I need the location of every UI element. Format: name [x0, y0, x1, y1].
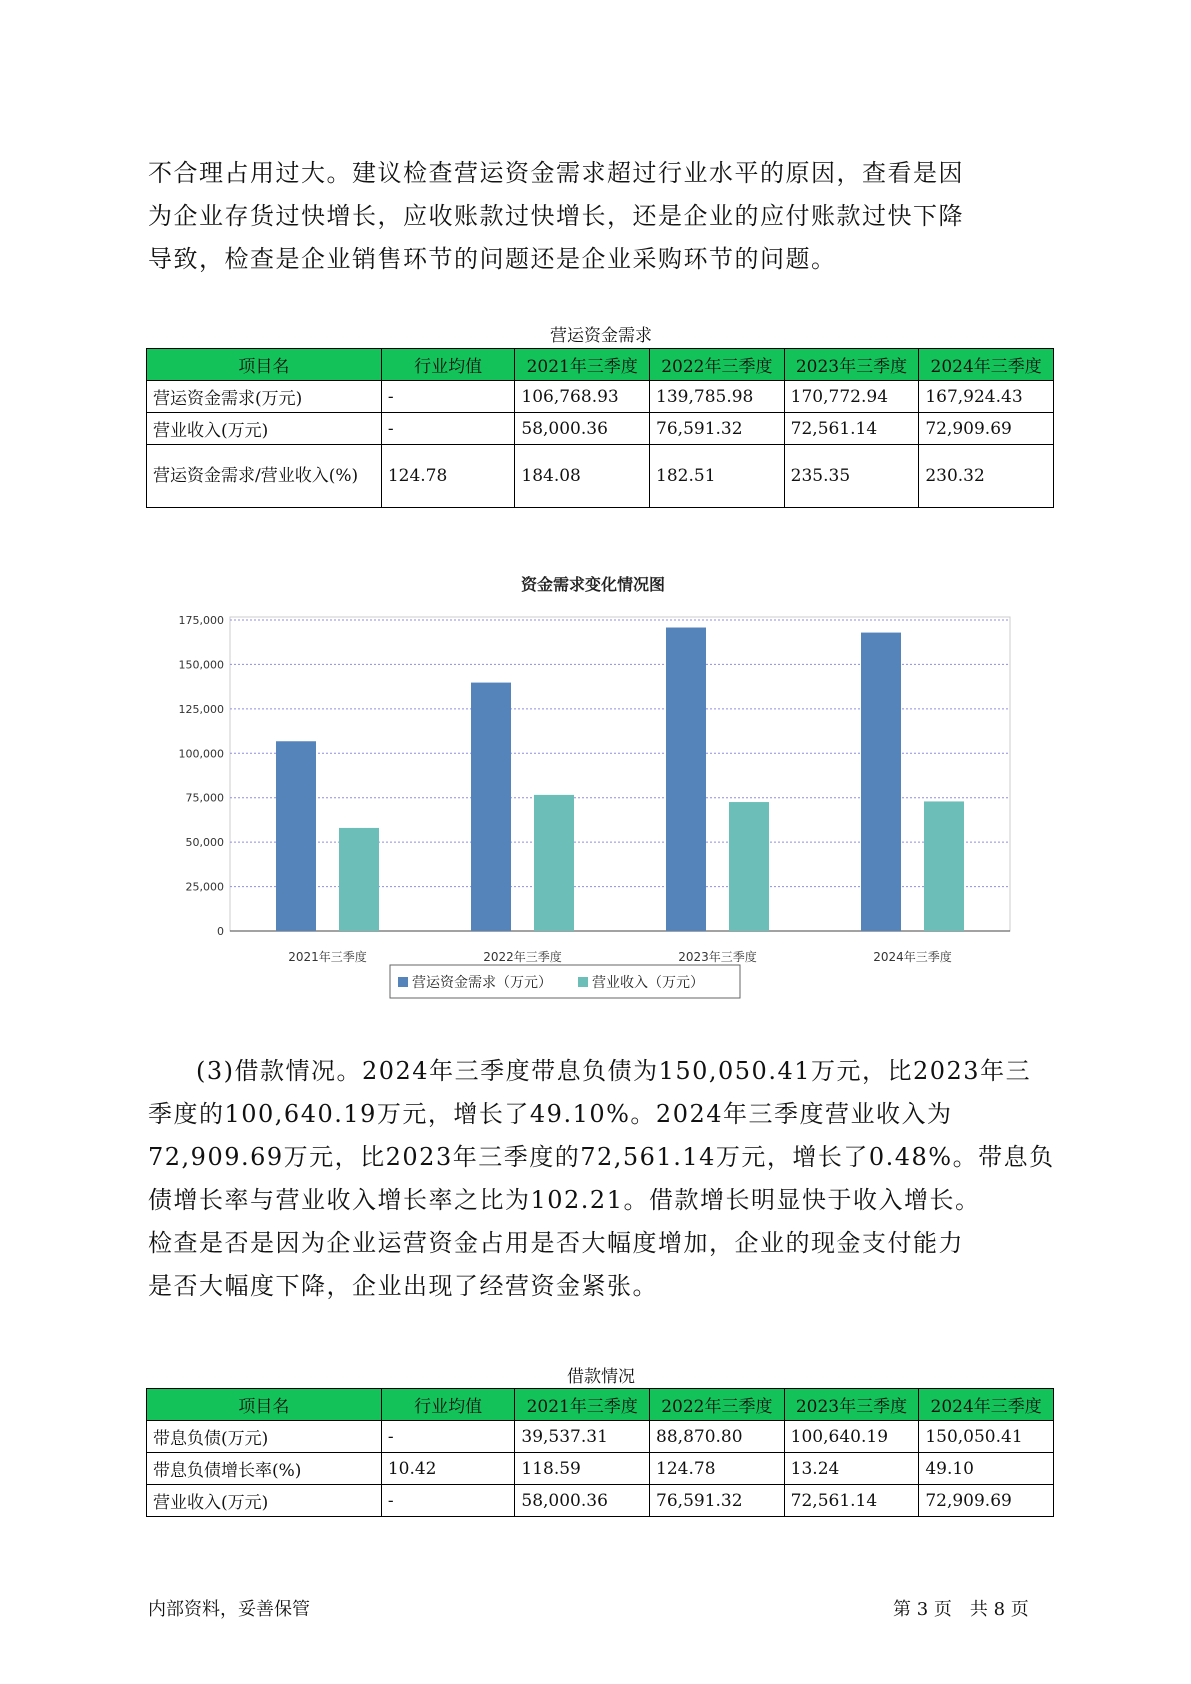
table-cell: 167,924.43 [919, 381, 1054, 413]
header-cell: 2022年三季度 [650, 1389, 785, 1421]
y-tick-label: 50,000 [185, 836, 224, 850]
header-cell: 2021年三季度 [515, 1389, 650, 1421]
y-tick-label: 175,000 [178, 614, 224, 627]
paragraph-line: 检查是否是因为企业运营资金占用是否大幅度增加，企业的现金支付能力 [148, 1229, 964, 1257]
table-cell: 170,772.94 [784, 381, 919, 413]
paragraph-line: 导致，检查是企业销售环节的问题还是企业采购环节的问题。 [148, 245, 837, 273]
paragraph-line: 72,909.69万元，比2023年三季度的72,561.14万元，增长了0.48%。带息负 [148, 1143, 1055, 1171]
legend-label: 营运资金需求（万元） [412, 975, 552, 991]
bar-capital-demand [471, 683, 511, 931]
row-label-cell: 带息负债增长率(%) [147, 1453, 382, 1485]
table-row [147, 381, 1054, 413]
table-cell: - [381, 413, 515, 445]
header-cell: 行业均值 [381, 349, 515, 381]
table-cell: 13.24 [784, 1453, 919, 1485]
table-cell: - [381, 381, 515, 413]
table-1-caption: 营运资金需求 [550, 326, 652, 346]
y-tick-label: 75,000 [185, 791, 224, 805]
legend-label: 营业收入（万元） [592, 975, 704, 991]
paragraph-line: 不合理占用过大。建议检查营运资金需求超过行业水平的原因，查看是因 [148, 159, 964, 187]
bar-revenue [924, 801, 964, 931]
table-row [147, 1421, 1054, 1453]
bar-capital-demand [861, 633, 901, 931]
header-cell: 2024年三季度 [919, 349, 1054, 381]
bar-revenue [729, 802, 769, 931]
table-cell: 58,000.36 [515, 413, 650, 445]
table-cell: - [381, 1485, 515, 1517]
table-cell: 118.59 [515, 1453, 650, 1485]
bar-capital-demand [666, 628, 706, 931]
table-cell: 150,050.41 [919, 1421, 1054, 1453]
header-cell: 2022年三季度 [650, 349, 785, 381]
bar-revenue [339, 828, 379, 931]
table-cell: 58,000.36 [515, 1485, 650, 1517]
table-cell: 76,591.32 [650, 413, 785, 445]
footer-page-number: 第 3 页 共 8 页 [893, 1599, 1029, 1620]
bar-capital-demand [276, 741, 316, 931]
row-label-cell: 营业收入(万元) [147, 413, 382, 445]
x-tick-label: 2021年三季度 [288, 950, 367, 964]
table-2-caption: 借款情况 [567, 1367, 635, 1387]
legend-swatch [398, 977, 408, 987]
table-cell: 76,591.32 [650, 1485, 785, 1517]
x-tick-label: 2024年三季度 [873, 950, 952, 964]
footer-confidential-note: 内部资料，妥善保管 [148, 1599, 310, 1620]
table-cell: 106,768.93 [515, 381, 650, 413]
table-cell: - [381, 1421, 515, 1453]
header-cell: 2023年三季度 [784, 349, 919, 381]
x-tick-label: 2022年三季度 [483, 950, 562, 964]
table-cell: 124.78 [650, 1453, 785, 1485]
table-cell: 124.78 [381, 445, 515, 508]
table-cell: 230.32 [919, 445, 1054, 508]
table-header-row [147, 349, 1054, 381]
row-label-cell: 带息负债(万元) [147, 1421, 382, 1453]
paragraph-line: 季度的100,640.19万元，增长了49.10%。2024年三季度营业收入为 [148, 1100, 953, 1128]
table-cell: 88,870.80 [650, 1421, 785, 1453]
table-cell: 10.42 [381, 1453, 515, 1485]
header-cell: 行业均值 [381, 1389, 515, 1421]
y-tick-label: 150,000 [178, 658, 224, 672]
paragraph-2 [148, 1050, 1068, 1308]
table-header-row [147, 1389, 1054, 1421]
table-cell: 39,537.31 [515, 1421, 650, 1453]
table-cell: 72,909.69 [919, 413, 1054, 445]
paragraph-line: 是否大幅度下降，企业出现了经营资金紧张。 [148, 1272, 658, 1300]
y-tick-label: 125,000 [178, 702, 224, 716]
paragraph-1 [148, 152, 1068, 281]
table-cell: 139,785.98 [650, 381, 785, 413]
chart-title: 资金需求变化情况图 [520, 575, 666, 594]
table-row [147, 1453, 1054, 1485]
table-row [147, 1485, 1054, 1517]
table-cell: 184.08 [515, 445, 650, 508]
row-label-cell: 营业收入(万元) [147, 1485, 382, 1517]
x-tick-label: 2023年三季度 [678, 950, 757, 964]
table-row [147, 445, 1054, 508]
header-cell: 项目名 [147, 1389, 382, 1421]
table-cell: 72,561.14 [784, 1485, 919, 1517]
legend-swatch [578, 977, 588, 987]
header-cell: 项目名 [147, 349, 382, 381]
y-tick-label: 100,000 [178, 747, 224, 761]
paragraph-line: (3)借款情况。2024年三季度带息负债为150,050.41万元，比2023年三 [196, 1057, 1032, 1085]
borrowing-table [146, 1388, 1054, 1517]
y-tick-label: 0 [217, 925, 224, 938]
table-cell: 235.35 [784, 445, 919, 508]
header-cell: 2024年三季度 [919, 1389, 1054, 1421]
table-cell: 72,561.14 [784, 413, 919, 445]
row-label-cell: 营运资金需求(万元) [147, 381, 382, 413]
table-cell: 100,640.19 [784, 1421, 919, 1453]
capital-demand-bar-chart [130, 560, 1030, 1020]
paragraph-line: 债增长率与营业收入增长率之比为102.21。借款增长明显快于收入增长。 [148, 1186, 981, 1214]
table-row [147, 413, 1054, 445]
working-capital-table [146, 348, 1054, 508]
table-cell: 49.10 [919, 1453, 1054, 1485]
table-cell: 72,909.69 [919, 1485, 1054, 1517]
y-tick-label: 25,000 [185, 880, 224, 894]
header-cell: 2021年三季度 [515, 349, 650, 381]
header-cell: 2023年三季度 [784, 1389, 919, 1421]
bar-revenue [534, 795, 574, 931]
paragraph-line: 为企业存货过快增长，应收账款过快增长，还是企业的应付账款过快下降 [148, 202, 964, 230]
row-label-cell: 营运资金需求/营业收入(%) [147, 445, 382, 508]
table-cell: 182.51 [650, 445, 785, 508]
